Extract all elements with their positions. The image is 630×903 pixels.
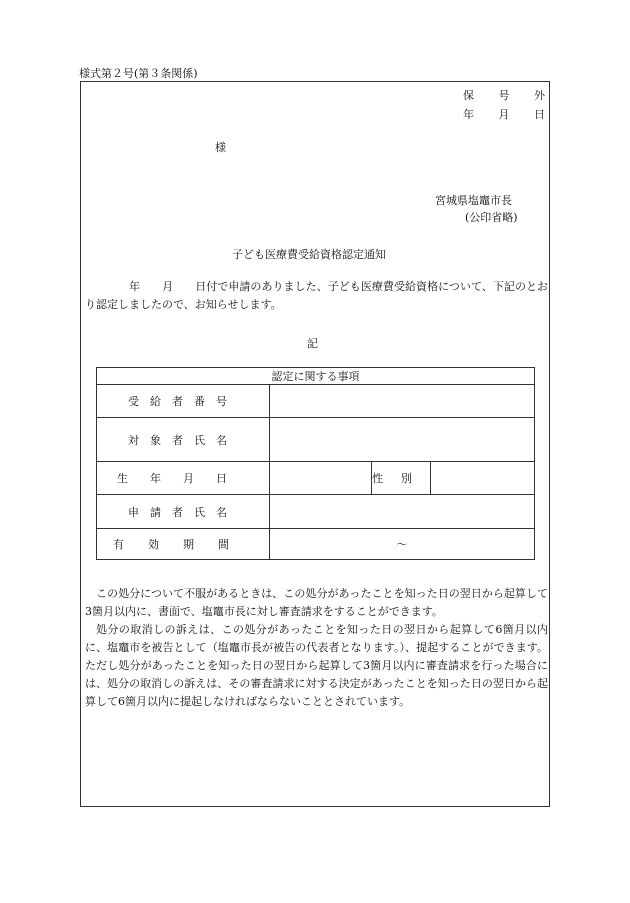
- document-number-line: [463, 86, 545, 105]
- birth-date-label: 生年月日: [97, 462, 270, 495]
- applicant-name-label: 申請者氏名: [97, 495, 270, 529]
- applicant-name-value: [270, 495, 535, 529]
- table-row: [97, 385, 535, 418]
- body-month: 月: [162, 280, 174, 293]
- table-header: 認定に関する事項: [97, 368, 535, 385]
- doc-month-label: 月: [498, 108, 510, 121]
- table-row: [97, 529, 535, 560]
- table-row: [97, 462, 535, 495]
- body-year: 年: [129, 280, 141, 293]
- sex-value: [431, 462, 535, 495]
- ki-heading: 記: [307, 337, 318, 350]
- lawsuit-notice: 処分の取消しの訴えは、この処分があったことを知った日の翌日から起算して6箇月以内に、塩竈市を被告として（塩竈市長が被告の代表者となります。）、提起することができます。ただし処分があったことを知った日の翌日から起算して3箇月以内に審査請求を行った場合には、処分の取消しの訴えは、その審査請求に対する決定があったことを知った日の翌日から起算して6箇月以内に提起しなければならないこととされています。: [85, 623, 548, 708]
- birth-date-value: [270, 462, 372, 495]
- doc-gai-label: 外: [534, 89, 545, 102]
- certification-table: [96, 367, 535, 560]
- recipient-number-value: [270, 385, 535, 418]
- document-frame: [80, 81, 550, 807]
- doc-ho-label: 保: [463, 89, 474, 102]
- body-paragraph: [85, 278, 548, 314]
- doc-go-label: 号: [498, 89, 510, 102]
- form-label: 様式第２号(第３条関係): [79, 67, 198, 80]
- document-title: 子ども医療費受給資格認定通知: [232, 248, 386, 261]
- document-number-block: [463, 86, 545, 124]
- validity-period-value: ～: [270, 529, 535, 560]
- validity-period-label: 有効期間: [97, 529, 270, 560]
- appeal-notice: この処分について不服があるときは、この処分があったことを知った日の翌日から起算して3箇月以内に、書面で、塩竈市長に対し審査請求をすることができます。: [85, 587, 548, 618]
- document-date-line: [463, 105, 545, 124]
- table-row: [97, 418, 535, 462]
- subject-name-value: [270, 418, 535, 462]
- doc-day-label: 日: [534, 108, 545, 121]
- addressee-suffix: 様: [215, 141, 226, 154]
- subject-name-label: 対象者氏名: [97, 418, 270, 462]
- doc-year-label: 年: [463, 108, 474, 121]
- notice-section: [85, 585, 548, 711]
- seal-note: (公印省略): [465, 211, 518, 224]
- body-text: 日付で申請のありました、子ども医療費受給資格について、下記のとおり認定しましたので、お知らせします。: [85, 280, 549, 311]
- issuer-name: 宮城県塩竈市長: [435, 194, 512, 207]
- table-row: [97, 495, 535, 529]
- recipient-number-label: 受給者番号: [97, 385, 270, 418]
- sex-label: 性別: [372, 462, 431, 495]
